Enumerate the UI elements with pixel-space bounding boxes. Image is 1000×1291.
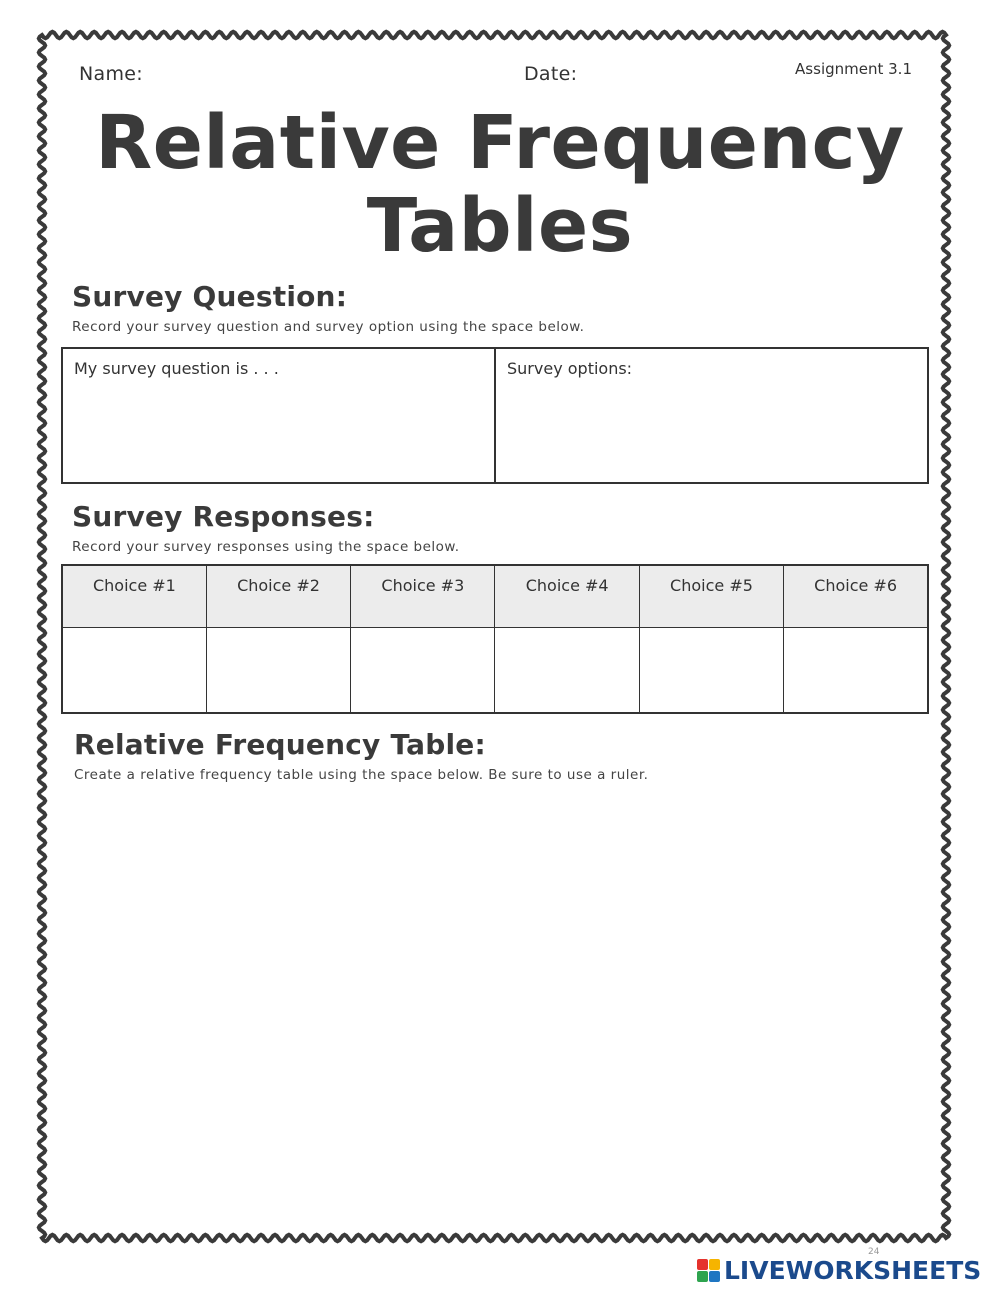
logo-square-blue [709,1271,720,1282]
name-label: Name: [79,63,143,85]
assignment-number: Assignment 3.1 [795,60,912,78]
survey-options-label: Survey options: [507,359,633,378]
choice-2-header: Choice #2 [206,565,350,627]
page-number: 24 [868,1247,880,1257]
survey-responses-instruction: Record your survey responses using the space below. [72,539,460,555]
liveworksheets-logo-icon [697,1259,720,1282]
logo-square-red [697,1259,708,1270]
choice-3-response-cell[interactable] [351,627,495,713]
choice-1-header: Choice #1 [62,565,206,627]
relative-frequency-instruction: Create a relative frequency table using the space below. Be sure to use a ruler. [74,767,649,783]
responses-header-row [62,565,928,627]
survey-question-cell[interactable] [63,349,494,482]
survey-question-label: My survey question is . . . [74,359,279,378]
choice-2-response-cell[interactable] [206,627,350,713]
choice-6-response-cell[interactable] [784,627,928,713]
logo-square-green [697,1271,708,1282]
relative-frequency-heading: Relative Frequency Table: [74,728,486,761]
responses-entry-row [62,627,928,713]
choice-5-header: Choice #5 [639,565,783,627]
choice-5-response-cell[interactable] [639,627,783,713]
liveworksheets-brand[interactable] [697,1255,981,1285]
title-line-1: Relative Frequency [95,100,905,186]
survey-responses-table [61,564,929,714]
choice-4-response-cell[interactable] [495,627,639,713]
liveworksheets-brand-text: LIVEWORKSHEETS [724,1255,982,1285]
choice-1-response-cell[interactable] [62,627,206,713]
title-line-2: Tables [366,183,634,269]
survey-responses-heading: Survey Responses: [72,500,375,533]
survey-question-box [61,347,929,484]
survey-question-heading: Survey Question: [72,280,348,313]
date-label: Date: [524,63,578,85]
choice-6-header: Choice #6 [784,565,928,627]
choice-3-header: Choice #3 [351,565,495,627]
relative-frequency-work-area[interactable] [74,800,924,1220]
choice-4-header: Choice #4 [495,565,639,627]
survey-question-instruction: Record your survey question and survey option using the space below. [72,319,585,335]
survey-options-cell[interactable] [494,349,927,482]
logo-square-yellow [709,1259,720,1270]
